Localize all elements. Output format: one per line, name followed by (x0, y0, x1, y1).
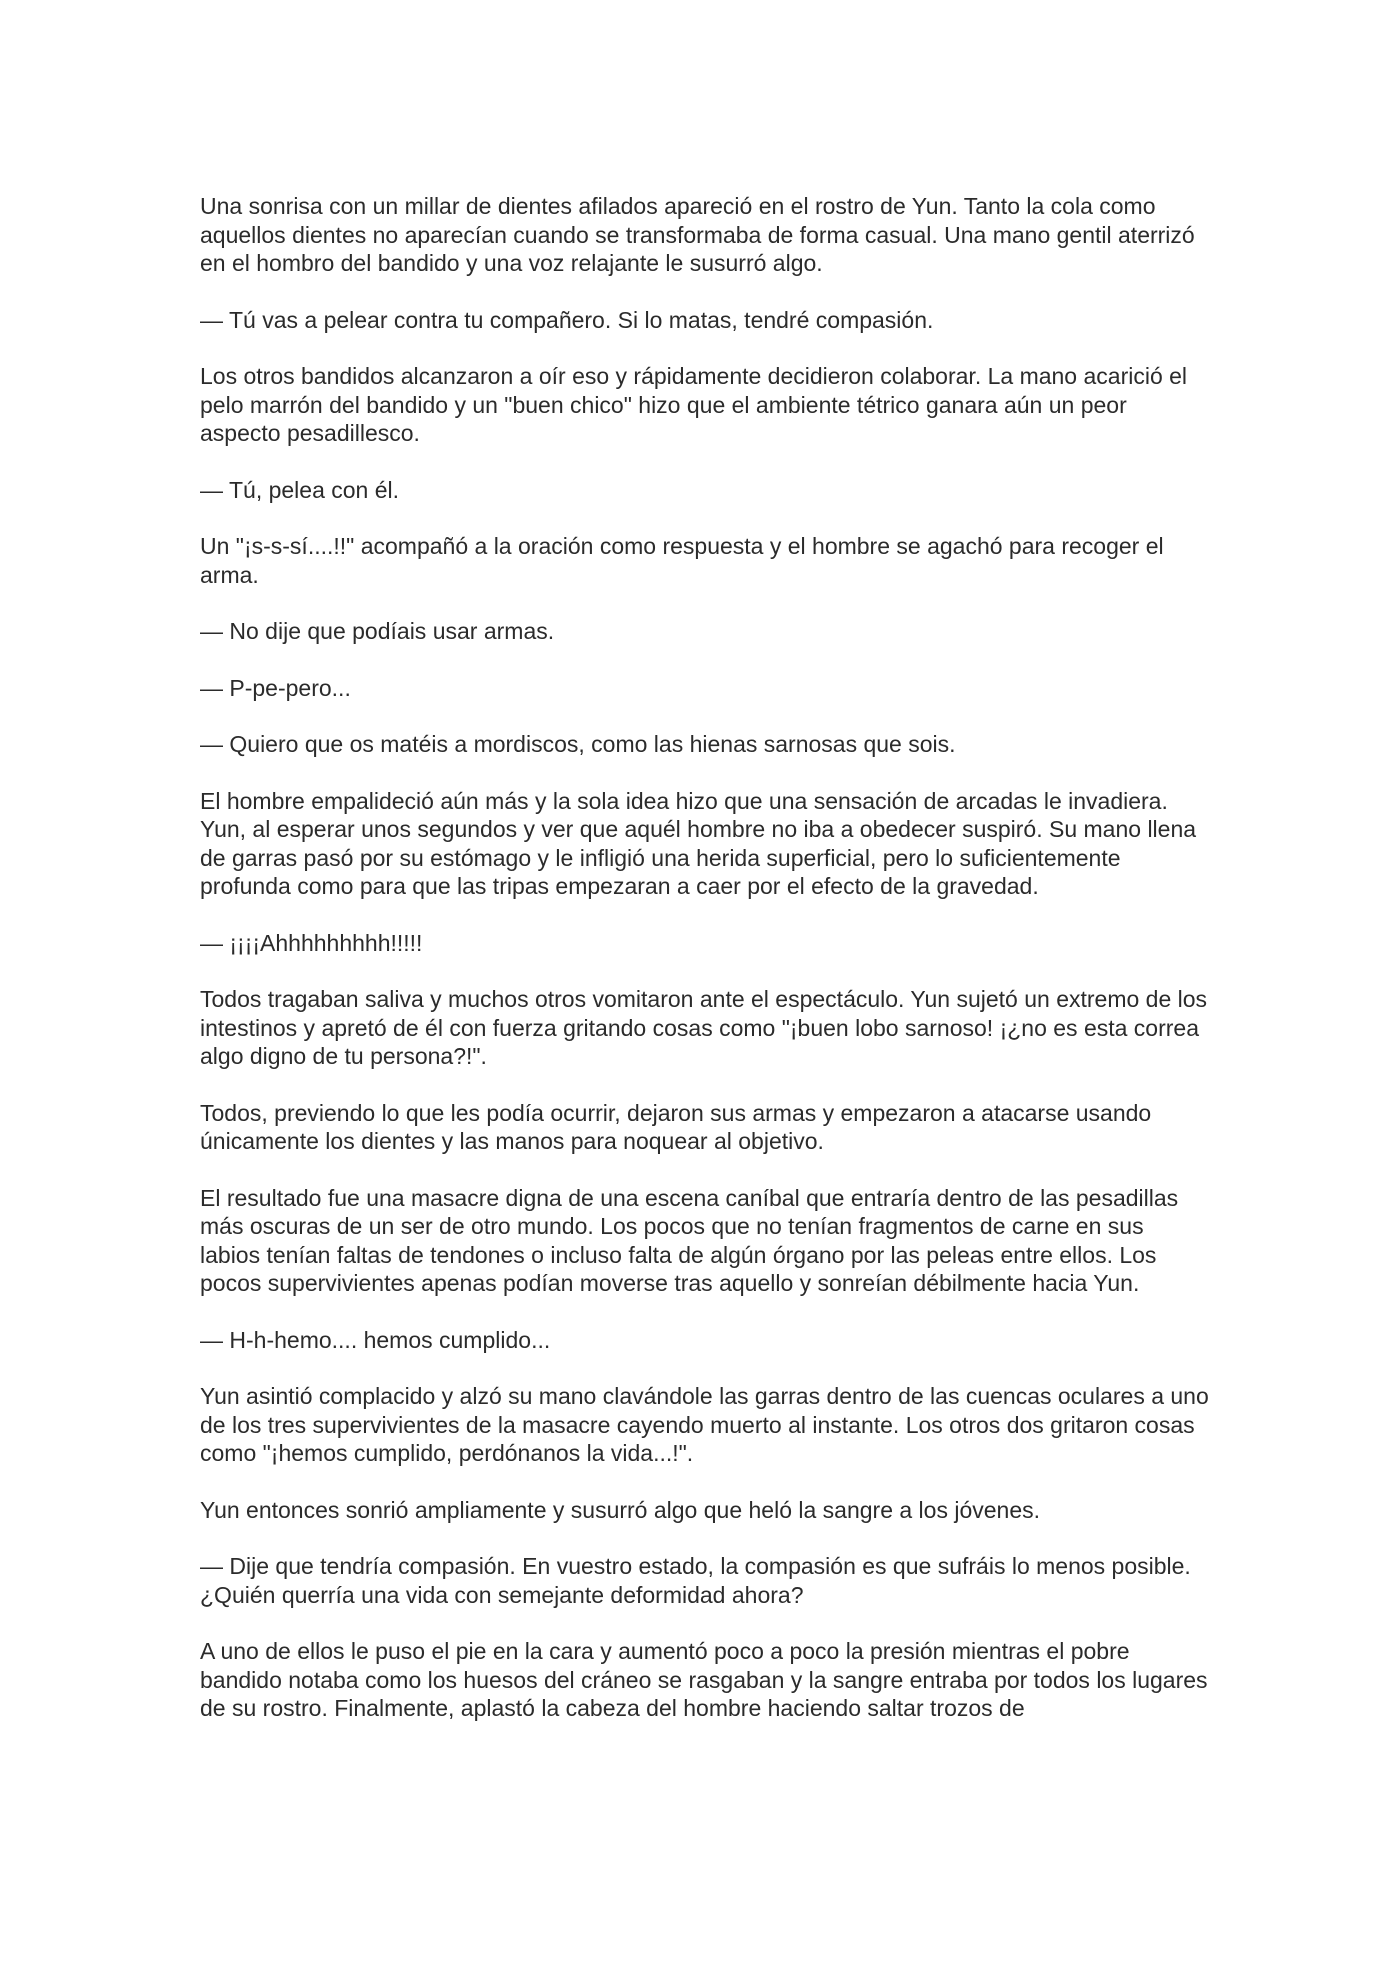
paragraph: Un "¡s-s-sí....!!" acompañó a la oración como respuesta y el hombre se agachó para recoger el arma. (200, 533, 1164, 588)
dialogue-line: — Tú, pelea con él. (200, 476, 400, 503)
dialogue-line: — Dije que tendría compasión. En vuestro estado, la compasión es que sufráis lo menos posible. ¿Quién querría una vida con semejante deformidad ahora? (200, 1553, 1191, 1608)
paragraph: El resultado fue una masacre digna de una escena caníbal que entraría dentro de las pesadillas más oscuras de un ser de otro mundo. Los pocos que no tenían fragmentos de carne en sus labios tenían faltas de tendones o incluso falta de algún órgano por las peleas entre ellos. Los pocos supervivientes apenas podían moverse tras aquello y sonreían débilmente hacia Yun. (200, 1184, 1179, 1296)
paragraph: A uno de ellos le puso el pie en la cara y aumentó poco a poco la presión mientras el pobre bandido notaba como los huesos del cráneo se rasgaban y la sangre entraba por todos los lugares de su rostro. Finalmente, aplastó la cabeza del hombre haciendo saltar trozos de (200, 1638, 1208, 1721)
dialogue-line: — No dije que podíais usar armas. (200, 618, 555, 644)
paragraph: Yun asintió complacido y alzó su mano clavándole las garras dentro de las cuencas oculares a uno de los tres supervivientes de la masacre cayendo muerto al instante. Los otros dos gritaron cosas como "¡hemos cumplido, perdónanos la vida...!". (200, 1383, 1209, 1466)
paragraph: Una sonrisa con un millar de dientes afilados apareció en el rostro de Yun. Tanto la cola como aquellos dientes no aparecían cuando se transformaba de forma casual. Una mano gentil aterrizó en el hombro del bandido y una voz relajante le susurró algo. (200, 193, 1195, 276)
paragraph: Yun entonces sonrió ampliamente y susurró algo que heló la sangre a los jóvenes. (200, 1496, 1041, 1523)
document-body (200, 192, 1210, 1751)
dialogue-line: — ¡¡¡¡Ahhhhhhhhh!!!!! (200, 929, 423, 956)
dialogue-line: — Quiero que os matéis a mordiscos, como las hienas sarnosas que sois. (200, 731, 956, 757)
paragraph: Los otros bandidos alcanzaron a oír eso y rápidamente decidieron colaborar. La mano acarició el pelo marrón del bandido y un "buen chico" hizo que el ambiente tétrico ganara aún un peor aspecto pesadillesco. (200, 363, 1188, 446)
paragraph: Todos, previendo lo que les podía ocurrir, dejaron sus armas y empezaron a atacarse usando únicamente los dientes y las manos para noquear al objetivo. (200, 1099, 1152, 1154)
paragraph: Todos tragaban saliva y muchos otros vomitaron ante el espectáculo. Yun sujetó un extremo de los intestinos y apretó de él con fuerza gritando cosas como "¡buen lobo sarnoso! ¡¿no es esta correa algo digno de tu persona?!". (200, 986, 1208, 1069)
dialogue-line: — P-pe-pero... (200, 674, 351, 701)
paragraph: El hombre empalideció aún más y la sola idea hizo que una sensación de arcadas le invadiera. Yun, al esperar unos segundos y ver que aquél hombre no iba a obedecer suspiró. Su mano llena de garras pasó por su estómago y le infligió una herida superficial, pero lo suficientemente profunda como para que las tripas empezaran a caer por el efecto de la gravedad. (200, 787, 1197, 899)
dialogue-line: — Tú vas a pelear contra tu compañero. Si lo matas, tendré compasión. (200, 306, 934, 333)
dialogue-line: — H-h-hemo.... hemos cumplido... (200, 1326, 551, 1353)
